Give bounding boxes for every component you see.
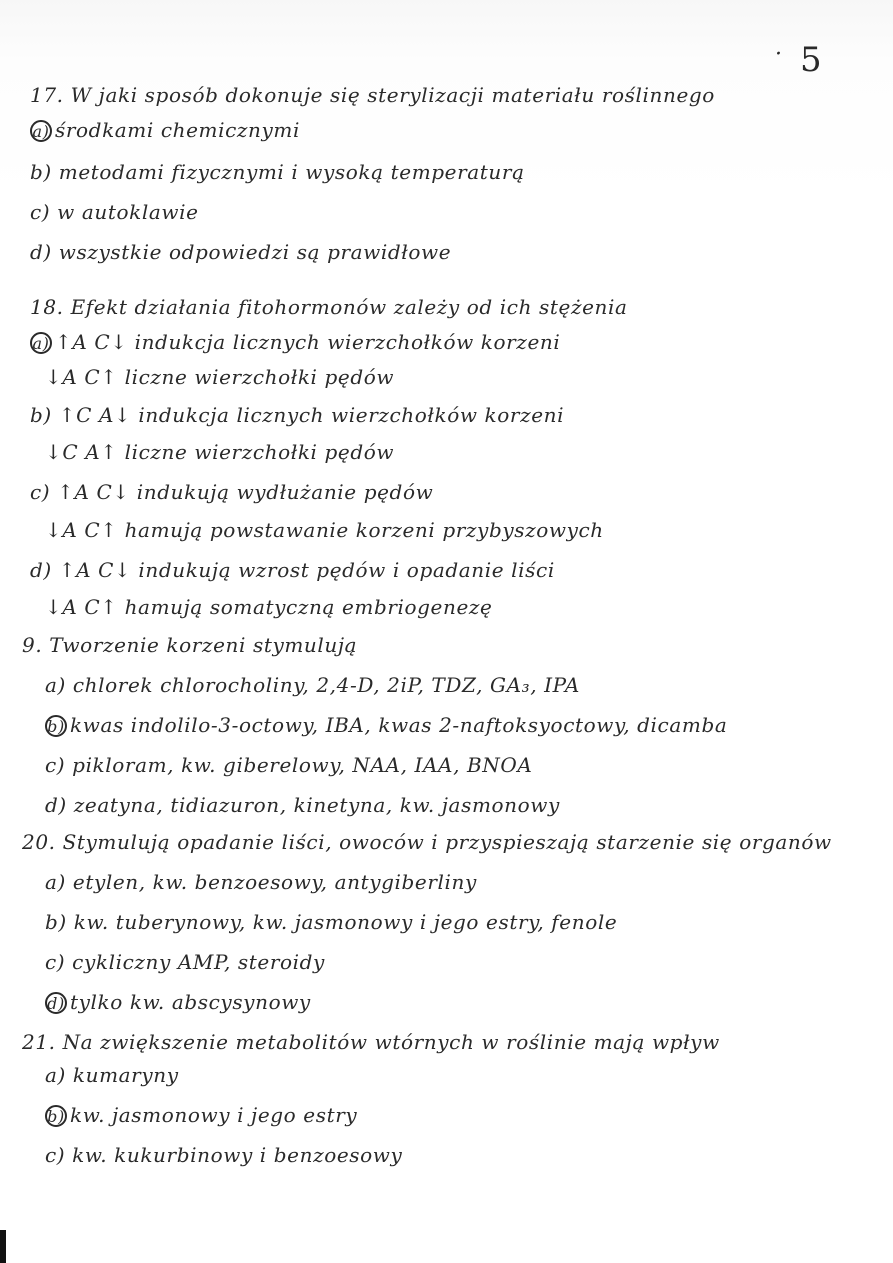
q19-option-b: b) kwas indolilo-3-octowy, IBA, kwas 2-naftoksyoctowy, dicamba — [45, 713, 727, 737]
q20-option-c: c) cykliczny AMP, steroidy — [45, 950, 325, 974]
q17-option-a: a) środkami chemicznymi — [30, 118, 300, 142]
q18-option-b-1: b) ↑C A↓ indukcja licznych wierzchołków korzeni — [30, 403, 565, 427]
question-17: 17. W jaki sposób dokonuje się sterylizacji materiału roślinnego — [30, 83, 715, 107]
q21-option-c: c) kw. kukurbinowy i benzoesowy — [45, 1143, 403, 1167]
q18-option-c-1: c) ↑A C↓ indukują wydłużanie pędów — [30, 480, 434, 504]
page-number: 5 — [800, 40, 822, 80]
q20-option-d: d) tylko kw. abscysynowy — [45, 990, 311, 1014]
page-dot: · — [775, 42, 782, 67]
question-21: 21. Na zwiększenie metabolitów wtórnych w roślinie mają wpływ — [22, 1030, 720, 1054]
scan-edge-mark — [0, 1230, 6, 1263]
q20-option-a: a) etylen, kw. benzoesowy, antygiberliny — [45, 870, 477, 894]
q17-option-c: c) w autoklawie — [30, 200, 199, 224]
q18-option-b-2: ↓C A↑ liczne wierzchołki pędów — [45, 440, 395, 464]
q18-option-c-2: ↓A C↑ hamują powstawanie korzeni przybyszowych — [45, 518, 604, 542]
answer-circle-mark: d) — [45, 992, 67, 1014]
q19-option-c: c) pikloram, kw. giberelowy, NAA, IAA, BNOA — [45, 753, 533, 777]
answer-circle-mark: a) — [30, 332, 52, 354]
answer-circle-mark: a) — [30, 120, 52, 142]
q21-option-b: b) kw. jasmonowy i jego estry — [45, 1103, 357, 1127]
question-19: 9. Tworzenie korzeni stymulują — [22, 633, 358, 657]
q18-option-d-1: d) ↑A C↓ indukują wzrost pędów i opadanie liści — [30, 558, 555, 582]
question-20: 20. Stymulują opadanie liści, owoców i przyspieszają starzenie się organów — [22, 830, 832, 854]
answer-circle-mark: b) — [45, 1105, 67, 1127]
q18-option-d-2: ↓A C↑ hamują somatyczną embriogenezę — [45, 595, 493, 619]
q18-option-a-2: ↓A C↑ liczne wierzchołki pędów — [45, 365, 395, 389]
q17-option-b: b) metodami fizycznymi i wysoką temperaturą — [30, 160, 525, 184]
q18-option-a-1: a) ↑A C↓ indukcja licznych wierzchołków korzeni — [30, 330, 560, 354]
q19-option-d: d) zeatyna, tidiazuron, kinetyna, kw. jasmonowy — [45, 793, 560, 817]
q19-option-a: a) chlorek chlorocholiny, 2,4-D, 2iP, TDZ, GA₃, IPA — [45, 673, 580, 697]
q20-option-b: b) kw. tuberynowy, kw. jasmonowy i jego estry, fenole — [45, 910, 618, 934]
question-18: 18. Efekt działania fitohormonów zależy od ich stężenia — [30, 295, 628, 319]
q21-option-a: a) kumaryny — [45, 1063, 179, 1087]
answer-circle-mark: b) — [45, 715, 67, 737]
q17-option-d: d) wszystkie odpowiedzi są prawidłowe — [30, 240, 452, 264]
